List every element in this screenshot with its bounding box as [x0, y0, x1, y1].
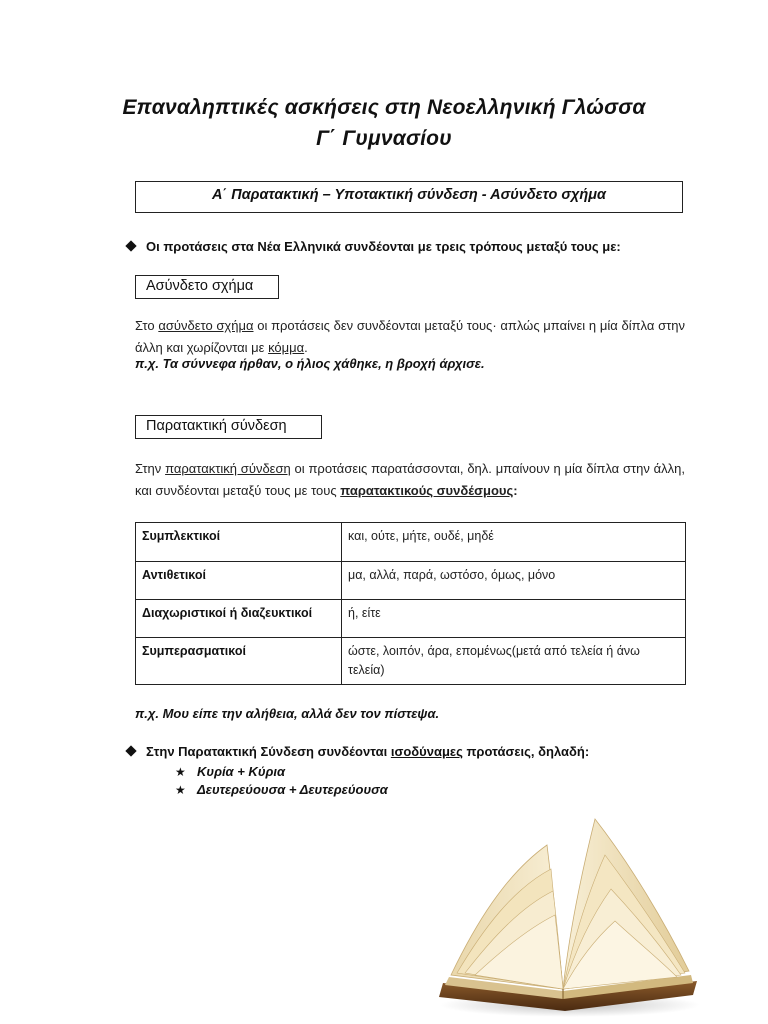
pair-text: Κυρία + Κύρια: [197, 764, 286, 779]
star-bullet-icon: ★: [175, 783, 186, 797]
asyndeton-paragraph: [135, 315, 685, 359]
parataxis-heading: [135, 415, 322, 439]
table-cell-words: ώστε, λοιπόν, άρα, επομένως(μετά από τελεία ή άνω τελεία): [342, 638, 686, 685]
table-cell-category: Συμπλεκτικοί: [136, 523, 342, 562]
table-cell-words: μα, αλλά, παρά, ωστόσο, όμως, μόνο: [342, 562, 686, 600]
equal-term: ισοδύναμες: [390, 744, 463, 759]
intro-bullet-text: Οι προτάσεις στα Νέα Ελληνικά συνδέονται με τρεις τρόπους μεταξύ τους με:: [146, 239, 621, 254]
table-cell-category: Διαχωριστικοί ή διαζευκτικοί: [136, 600, 342, 638]
parataxis-text-end: :: [513, 483, 518, 498]
list-item: [175, 782, 388, 797]
conjunctions-table: [135, 522, 686, 685]
parataxis-example: π.χ. Μου είπε την αλήθεια, αλλά δεν τον πίστεψα.: [135, 706, 440, 721]
asyndeton-term: ασύνδετο σχήμα: [158, 318, 254, 333]
asyndeton-text-2: οι προτάσεις δεν συνδέονται μεταξύ τους· απλώς μπαίνει η μία δίπλα στην άλλη και χωρίζονται με: [135, 318, 685, 355]
page-subtitle: Γ΄ Γυμνασίου: [316, 127, 452, 150]
parataxis-paragraph: [135, 458, 685, 502]
equal-text-1: Στην Παρατακτική Σύνδεση συνδέονται: [146, 744, 391, 759]
parataxis-heading-text: Παρατακτική σύνδεση: [146, 418, 287, 434]
parataxis-text-1: Στην: [135, 461, 166, 476]
diamond-bullet-icon: [125, 240, 136, 251]
parataxis-text-2: οι προτάσεις παρατάσσονται, δηλ. μπαίνουν η μία δίπλα στην άλλη, και συνδέονται μεταξύ τους με τους: [135, 461, 685, 498]
asyndeton-example: π.χ. Τα σύννεφα ήρθαν, ο ήλιος χάθηκε, η βροχή άρχισε.: [135, 356, 485, 371]
table-row: [136, 562, 686, 600]
equal-clauses-bullet: [127, 744, 589, 759]
asyndeton-text-1: Στο: [135, 318, 159, 333]
table-cell-words: και, ούτε, μήτε, ουδέ, μηδέ: [342, 523, 686, 562]
section-title-box: [135, 181, 683, 213]
table-row: [136, 638, 686, 685]
parataxis-conjunctions-term: παρατακτικούς συνδέσμους: [340, 483, 514, 498]
list-item: [175, 764, 285, 779]
star-bullet-icon: ★: [175, 765, 186, 779]
asyndeton-comma-term: κόμμα: [268, 340, 305, 355]
page-title: Επαναληπτικές ασκήσεις στη Νεοελληνική Γλώσσα: [122, 96, 646, 119]
pair-text: Δευτερεύουσα + Δευτερεύουσα: [197, 782, 388, 797]
section-title: Α΄ Παρατακτική – Υποτακτική σύνδεση - Ασύνδετο σχήμα: [211, 187, 607, 203]
parataxis-term: παρατακτική σύνδεση: [165, 461, 291, 476]
open-book-illustration: [435, 805, 705, 1020]
asyndeton-text-end: .: [304, 340, 308, 355]
diamond-bullet-icon: [125, 745, 136, 756]
asyndeton-heading: [135, 275, 279, 299]
asyndeton-heading-text: Ασύνδετο σχήμα: [146, 278, 254, 294]
table-row: [136, 600, 686, 638]
table-row: [136, 523, 686, 562]
table-cell-words: ή, είτε: [342, 600, 686, 638]
intro-bullet: [127, 239, 621, 254]
table-cell-category: Αντιθετικοί: [136, 562, 342, 600]
table-cell-category: Συμπερασματικοί: [136, 638, 342, 685]
equal-text-2: προτάσεις, δηλαδή:: [462, 744, 590, 759]
